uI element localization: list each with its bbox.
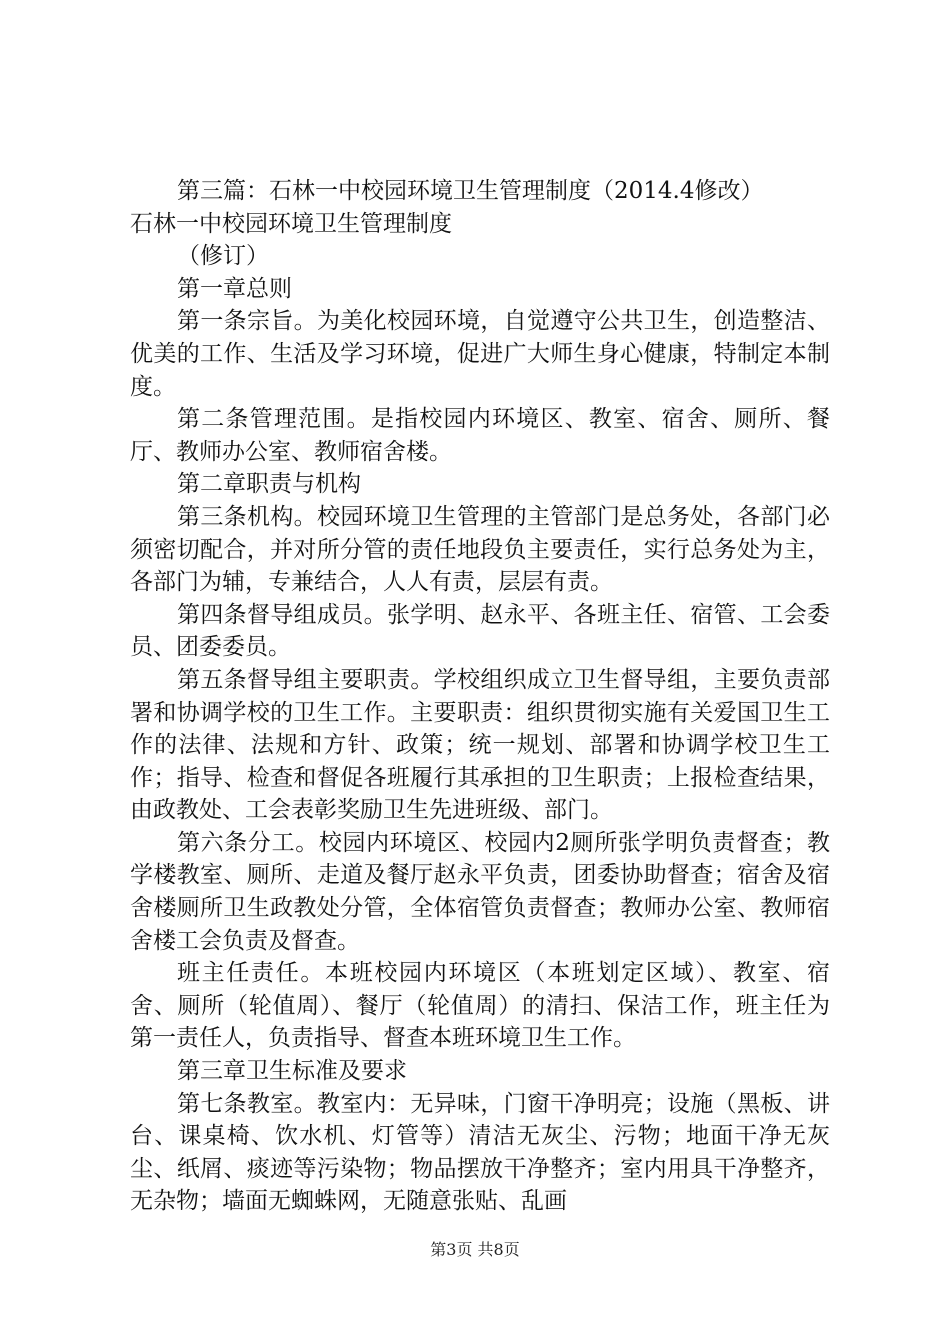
heading-document-title: 石林一中校园环境卫生管理制度 <box>130 210 452 237</box>
document-body <box>130 175 830 1218</box>
article-6-division: 第六条分工。校园内环境区、校园内2厕所张学明负责督查；教学楼教室、厕所、走道及餐厅赵永平负责，团委协助督查；宿舍及宿舍楼厕所卫生政教处分管，全体宿管负责督查；教师办公室、教师宿舍楼工会负责及督查。 <box>130 829 830 954</box>
page-footer <box>0 1240 950 1260</box>
article-4-members: 第四条督导组成员。张学明、赵永平、各班主任、宿管、工会委员、团委委员。 <box>130 601 830 661</box>
heading-chapter-2: 第二章职责与机构 <box>177 471 361 498</box>
heading-chapter-1: 第一章总则 <box>177 275 292 302</box>
article-7-classroom: 第七条教室。教室内：无异味，门窗干净明亮；设施（黑板、讲台、课桌椅、饮水机、灯管等）清洁无灰尘、污物；地面干净无灰尘、纸屑、痰迹等污染物；物品摆放干净整齐；室内用具干净整齐，无杂物；墙面无蜘蛛网，无随意张贴、乱画 <box>130 1090 830 1215</box>
page-number-label: 第3页 共8页 <box>430 1240 520 1259</box>
article-3-organization: 第三条机构。校园环境卫生管理的主管部门是总务处，各部门必须密切配合，并对所分管的责任地段负主要责任，实行总务处为主，各部门为辅，专兼结合，人人有责，层层有责。 <box>130 503 830 596</box>
article-5-duties: 第五条督导组主要职责。学校组织成立卫生督导组，主要负责部署和协调学校的卫生工作。主要职责：组织贯彻实施有关爱国卫生工作的法律、法规和方针、政策；统一规划、部署和协调学校卫生工作；指导、检查和督促各班履行其承担的卫生职责；上报检查结果，由政教处、工会表彰奖励卫生先进班级、部门。 <box>130 666 830 824</box>
heading-chapter-title: 第三篇：石林一中校园环境卫生管理制度（2014.4修改） <box>177 178 764 204</box>
class-teacher-responsibility: 班主任责任。本班校园内环境区（本班划定区域）、教室、宿舍、厕所（轮值周）、餐厅（轮值周）的清扫、保洁工作，班主任为第一责任人，负责指导、督查本班环境卫生工作。 <box>130 960 830 1052</box>
article-2-scope: 第二条管理范围。是指校园内环境区、教室、宿舍、厕所、餐厅、教师办公室、教师宿舍楼。 <box>130 406 830 465</box>
heading-revision-note: （修订） <box>177 243 269 270</box>
heading-chapter-3: 第三章卫生标准及要求 <box>177 1058 407 1085</box>
article-1-purpose: 第一条宗旨。为美化校园环境，自觉遵守公共卫生，创造整洁、优美的工作、生活及学习环境，促进广大师生身心健康，特制定本制度。 <box>130 308 830 400</box>
